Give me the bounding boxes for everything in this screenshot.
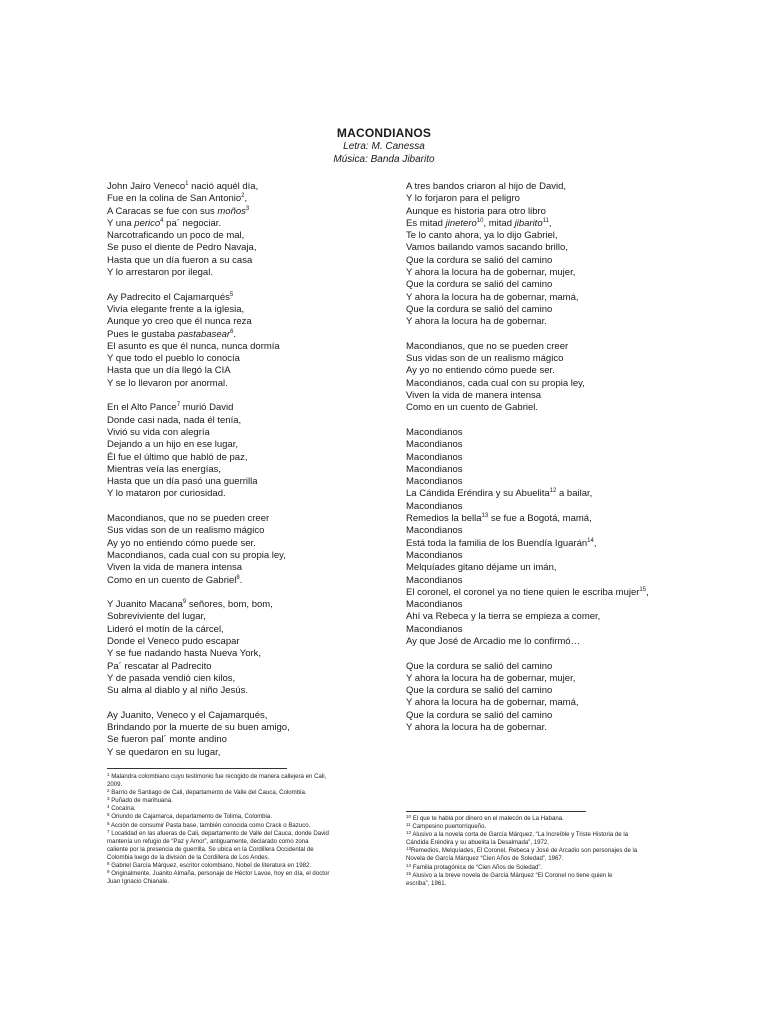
song-header — [0, 126, 768, 166]
lyric-line: Y Juanito Macana$^9$ señores, bom, bom, — [107, 599, 273, 611]
lyric-line: John Jairo Veneco$^1$ nació aquél día, — [107, 181, 259, 192]
footnote: $^3$ Puñado de marihuana. — [107, 796, 173, 805]
footnote-ref: 11 — [542, 217, 549, 224]
footnote: $^{13}$Remedios, Melquíades, El Coronel, Rebeca y José de Arcadio son personajes de la — [406, 846, 638, 855]
lyric-line: Macondianos — [406, 599, 463, 611]
lyric-line: El coronel, el coronel ya no tiene quien le escriba mujer$^{15}$, — [406, 586, 649, 598]
lyric-line: Macondianos — [406, 574, 463, 586]
lyric-line: Y una perico$^4$ pa´ negociar. — [107, 217, 222, 229]
lyric-line: Que la cordura se salió del camino — [406, 685, 553, 697]
lyric-line: Que la cordura se salió del camino — [406, 709, 553, 721]
lyric-line: Y lo mataron por curiosidad. — [107, 488, 226, 500]
lyric-line: Él fue el último que habló de paz, — [107, 451, 248, 463]
lyric-line: Que la cordura se salió del camino — [406, 254, 553, 266]
lyric-line: Y de pasada vendió cien kilos, — [107, 672, 236, 684]
lyric-line: Macondianos, cada cual con su propia ley, — [107, 549, 286, 561]
footnote-ref: 9 — [182, 599, 187, 606]
lyric-line: Aunque es historia para otro libro — [406, 205, 546, 217]
lyric-line: Macondianos, cada cual con su propia ley, — [406, 377, 585, 389]
footnotes-left — [107, 773, 367, 886]
lyric-line: Macondianos — [406, 623, 463, 635]
lyric-line: Ay Padrecito el Cajamarqués$^5$ — [107, 291, 234, 303]
lyric-line: Y ahora la locura ha de gobernar, mujer, — [406, 267, 576, 279]
lyric-line: Narcotraficando un poco de mal, — [107, 230, 245, 242]
footnote-continuation: caliente por la presencia de guerrilla. Se ubica en la Cordillera Occidental de — [107, 845, 314, 853]
footnote: $^{10}$ El que te habla por dinero en el malecón de La Habana. — [406, 814, 564, 822]
lyric-line: Y se fue nadando hasta Nueva York, — [107, 648, 262, 660]
lyric-line: Ay Juanito, Veneco y el Cajamarqués, — [107, 709, 268, 721]
lyric-line: Mientras veía las energías, — [107, 463, 222, 475]
footnote-ref: 2 — [241, 193, 245, 200]
footnote-ref: 7 — [176, 402, 181, 409]
lyric-line: Fue en la colina de San Antonio$^2$, — [107, 193, 248, 205]
lyric-line: Brindando por la muerte de su buen amigo, — [107, 722, 290, 734]
footnote: $^1$ Malandra colombiano cuyo testimonio fue recogido de manera callejera en Cali, — [107, 772, 327, 780]
lyric-line: Macondianos — [406, 525, 463, 537]
footnote-ref: 3 — [245, 205, 250, 212]
lyric-line: Pa´ rescatar al Padrecito — [107, 660, 212, 672]
lyric-line: Macondianos — [406, 426, 463, 438]
lyric-line: A tres bandos criaron al hijo de David, — [406, 181, 567, 192]
lyric-line: Vivía elegante frente a la iglesia, — [107, 303, 245, 315]
lyric-line: Está toda la familia de los Buendía Iguarán$^{14}$, — [406, 537, 597, 549]
lyric-line: Remedios la bella$^{13}$ se fue a Bogotá, mamá, — [406, 513, 592, 525]
lyric-line: Como en un cuento de Gabriel. — [406, 402, 539, 414]
lyric-line: Ay yo no entiendo cómo puede ser. — [107, 537, 256, 549]
footnote: $^2$ Barrio de Santiago de Cali, departamento de Valle del Cauca, Colombia. — [107, 788, 307, 797]
lyric-line: Que la cordura se salió del camino — [406, 279, 553, 291]
footnote: $^{11}$ Campesino puertorriqueño. — [406, 822, 487, 831]
lyric-line: Y se quedaron en su lugar, — [107, 746, 221, 758]
footnote: $^8$ Gabriel García Márquez, escritor colombiano, Nobel de literatura en 1982. — [107, 861, 312, 870]
footnote-ref: 12 — [549, 488, 557, 495]
lyrics-left-column — [107, 181, 397, 759]
footnote-ref: 5 — [229, 291, 234, 298]
lyric-line: Sus vidas son de un realismo mágico — [107, 525, 265, 537]
footnote-ref: 1 — [185, 181, 189, 187]
footnote-ref: 8 — [236, 574, 240, 581]
lyric-line: Viven la vida de manera intensa — [107, 562, 243, 574]
footnote: $^4$ Cocaína. — [107, 804, 136, 813]
lyric-line: Macondianos — [406, 476, 463, 488]
lyric-line: Lideró el motín de la cárcel, — [107, 623, 224, 635]
lyric-line: Como en un cuento de Gabriel$^8$. — [107, 574, 243, 586]
song-title: MACONDIANOS — [336, 126, 432, 140]
lyric-line: Macondianos — [406, 463, 463, 475]
lyric-line: Macondianos — [406, 439, 463, 451]
footnote-continuation: 2009. — [107, 781, 123, 789]
lyric-line: Sus vidas son de un realismo mágico — [406, 353, 564, 365]
lyrics-right-column — [406, 181, 726, 734]
lyric-line: La Cándida Eréndira y su Abuelita$^{12}$ a bailar, — [406, 488, 593, 500]
footnote-continuation: escriba”, 1961. — [406, 879, 447, 887]
lyric-line: Viven la vida de manera intensa — [406, 390, 542, 402]
lyric-line: Se fueron pal´ monte andino — [107, 734, 227, 746]
lyric-line: Hasta que un día pasó una guerrilla — [107, 476, 258, 488]
lyric-line: Es mitad jinetero$^{10}$, mitad jibarito$^{11}$, — [406, 217, 552, 229]
lyric-line: Ay yo no entiendo cómo puede ser. — [406, 365, 555, 377]
footnote-divider — [107, 768, 287, 769]
footnote-divider — [406, 811, 586, 812]
lyric-line: Se puso el diente de Pedro Navaja, — [107, 242, 257, 254]
lyric-line: Aunque yo creo que él nunca reza — [107, 316, 252, 328]
footnote-ref: 6 — [230, 328, 234, 335]
lyric-line: Donde casi nada, nada él tenía, — [107, 414, 242, 426]
lyric-line: Su alma al diablo y al niño Jesús. — [107, 685, 248, 697]
footnote-continuation: mantenía un refugio de “Paz y Amor”, antiguamente, declarado como zona — [107, 837, 309, 845]
footnote-ref: 15 — [639, 586, 647, 593]
lyric-line: Melquíades gitano déjame un imán, — [406, 562, 557, 574]
lyric-line: Donde el Veneco pudo escapar — [107, 635, 240, 647]
lyric-line: Y ahora la locura ha de gobernar. — [406, 316, 547, 328]
footnote-continuation: Novela de García Márquez “Cien Años de Soledad”, 1967. — [406, 855, 564, 863]
lyric-line: Macondianos — [406, 500, 463, 512]
footnote: $^9$ Originalmente, Juanito Almaña, personaje de Héctor Lavoe, hoy en día, el doctor — [107, 869, 330, 878]
lyric-line: Que la cordura se salió del camino — [406, 303, 553, 315]
footnote: $^{14}$ Familia protagónica de “Cien Años de Soledad”. — [406, 862, 543, 871]
lyric-line: Te lo canto ahora, ya lo dijo Gabriel, — [406, 230, 558, 242]
lyric-line: Y ahora la locura ha de gobernar, mamá, — [406, 291, 579, 303]
footnote-continuation: Juan Ignacio Chianale. — [107, 878, 169, 886]
footnote: $^5$ Oriundo de Cajamarca, departamento de Tolima, Colombia. — [107, 812, 272, 821]
lyric-line: Y ahora la locura ha de gobernar. — [406, 722, 547, 734]
lyric-line: Ay que José de Arcadio me lo confirmó… — [406, 635, 581, 647]
lyric-line: Pues le gustaba pastabasear$^6$. — [107, 328, 237, 340]
lyric-line: En el Alto Pance$^7$ murió David — [107, 402, 234, 414]
footnote-ref: 14 — [587, 537, 594, 544]
lyric-line: El asunto es que él nunca, nunca dormía — [107, 340, 280, 352]
lyric-line: Dejando a un hijo en ese lugar, — [107, 439, 238, 451]
lyric-line: Sobreviviente del lugar, — [107, 611, 206, 623]
lyric-line: Vivió su vida con alegría — [107, 426, 210, 438]
lyric-line: Y ahora la locura ha de gobernar, mamá, — [406, 697, 579, 709]
footnote-ref: 13 — [481, 513, 489, 520]
lyric-line: Hasta que un día fueron a su casa — [107, 254, 253, 266]
lyric-line: Vamos bailando vamos sacando brillo, — [406, 242, 568, 254]
lyric-line: Que la cordura se salió del camino — [406, 660, 553, 672]
lyric-line: Macondianos, que no se pueden creer — [406, 340, 569, 352]
footnote-continuation: Colombia luego de la división de la Cordillera de Los Andes. — [107, 853, 270, 861]
footnote-ref: 10 — [476, 217, 484, 224]
music-credit: Música: Banda Jibarito — [333, 154, 435, 165]
lyric-line: Y se lo llevaron por anormal. — [107, 377, 228, 389]
lyric-line: Ahí va Rebeca y la tierra se empieza a comer, — [406, 611, 601, 623]
lyric-line: Y que todo el pueblo lo conocía — [107, 353, 240, 365]
footnote-ref: 4 — [160, 217, 164, 224]
footnote: $^{15}$ Alusivo a la breve novela de García Márquez “El Coronel no tiene quien le — [406, 870, 613, 879]
lyric-line: Macondianos — [406, 549, 463, 561]
lyric-line: Y lo forjaron para el peligro — [406, 193, 520, 205]
lyric-line: Y lo arrestaron por ilegal. — [107, 267, 213, 279]
footnote: $^{12}$ Alusivo a la novela corta de García Márquez, “La Increíble y Triste Historia de la — [406, 830, 629, 839]
footnote-continuation: Cándida Eréndira y su abuelita la Desalmada”, 1972. — [406, 839, 549, 847]
lyric-line: A Caracas se fue con sus moños$^3$ — [107, 205, 250, 217]
lyric-line: Macondianos — [406, 451, 463, 463]
lyrics-credit: Letra: M. Canessa — [343, 141, 425, 152]
footnotes-right — [406, 815, 706, 888]
lyric-line: Y ahora la locura ha de gobernar, mujer, — [406, 672, 576, 684]
lyric-line: Hasta que un día llegó la CIA — [107, 365, 231, 377]
footnote: $^6$ Acción de consumir Pasta base, también conocida como Crack o Bazuco. — [107, 820, 311, 829]
lyric-line: Macondianos, que no se pueden creer — [107, 513, 270, 525]
footnote: $^7$ Localidad en las afueras de Cali, departamento de Valle del Cauca, donde David — [107, 828, 329, 837]
